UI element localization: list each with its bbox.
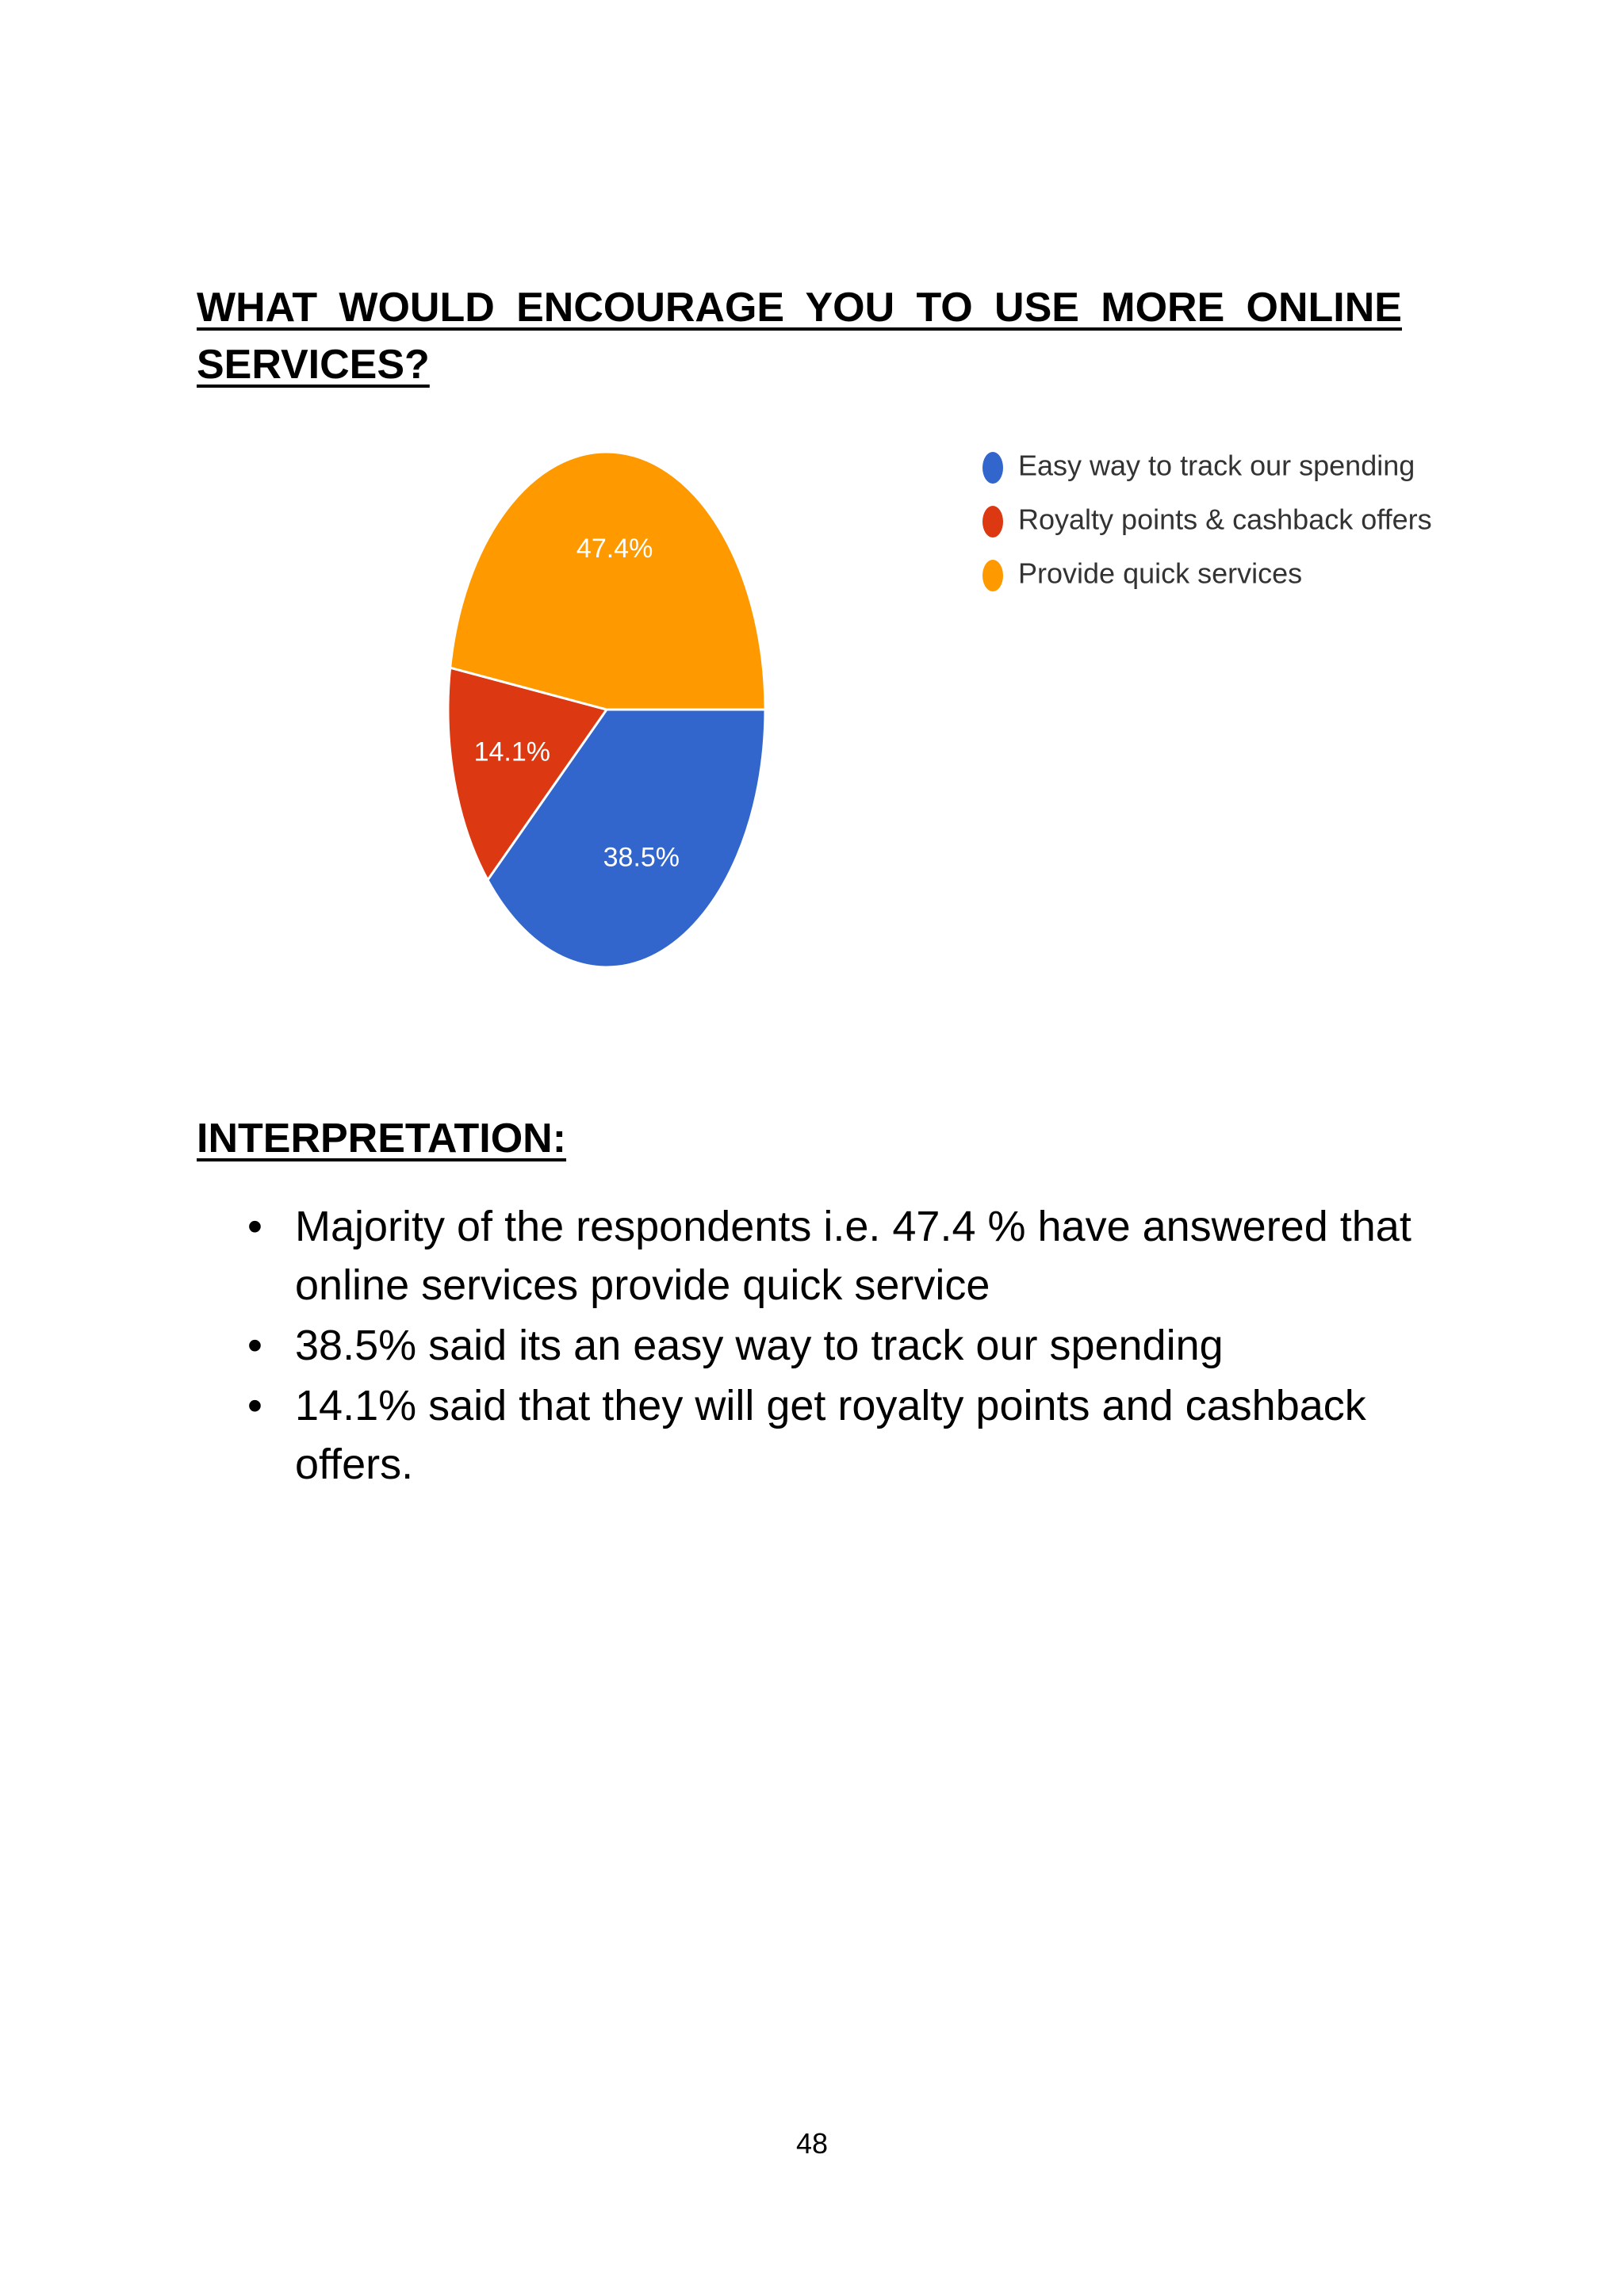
slice-label: 38.5% bbox=[603, 842, 680, 873]
pie-chart-svg bbox=[428, 428, 1432, 983]
pie-slice bbox=[450, 452, 765, 710]
list-item-text: 38.5% said its an easy way to track our spending bbox=[295, 1322, 1224, 1369]
legend-label: Royalty points & cashback offers bbox=[1018, 503, 1432, 536]
list-item-text: Majority of the respondents i.e. 47.4 % have answered that online services provide quick service bbox=[295, 1203, 1411, 1309]
pie-chart bbox=[428, 428, 1432, 983]
legend-swatch bbox=[982, 506, 1003, 538]
bullet-icon: • bbox=[247, 1382, 262, 1429]
legend-swatch bbox=[982, 560, 1003, 591]
interpretation-heading: INTERPRETATION: bbox=[197, 1115, 567, 1161]
legend-label: Provide quick services bbox=[1018, 557, 1303, 590]
bullet-icon: • bbox=[247, 1203, 262, 1250]
legend-label: Easy way to track our spending bbox=[1018, 449, 1415, 482]
list-item bbox=[197, 1376, 1434, 1494]
bullet-icon: • bbox=[247, 1322, 262, 1369]
page-number: 48 bbox=[795, 2127, 829, 2160]
list-item-text: 14.1% said that they will get royalty points and cashback offers. bbox=[295, 1382, 1366, 1488]
slice-label: 47.4% bbox=[576, 534, 653, 564]
slice-label: 14.1% bbox=[473, 737, 551, 767]
list-item bbox=[197, 1316, 1434, 1375]
list-item bbox=[197, 1197, 1434, 1314]
legend-swatch bbox=[982, 452, 1003, 484]
interpretation-list bbox=[197, 1197, 1434, 1495]
question-heading: WHAT WOULD ENCOURAGE YOU TO USE MORE ONLINE SERVICES? bbox=[197, 285, 1402, 388]
